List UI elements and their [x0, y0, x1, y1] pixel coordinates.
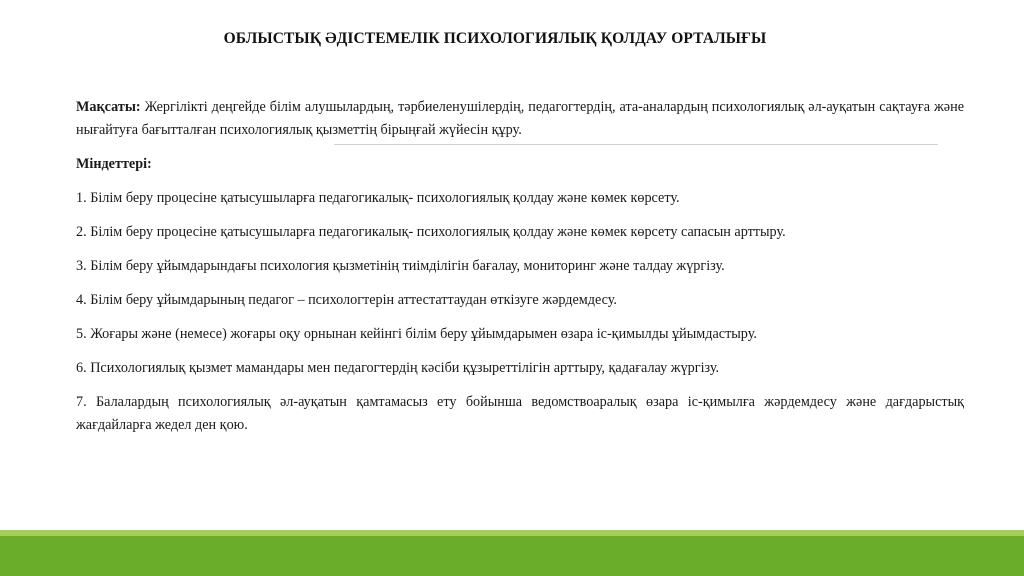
- task-item-3: 3. Білім беру ұйымдарындағы психология қызметінің тиімділігін бағалау, мониторинг және талдау жүргізу.: [76, 258, 725, 274]
- goal-paragraph: [76, 96, 964, 142]
- task-item-4: 4. Білім беру ұйымдарының педагог – психологтерін аттестаттаудан өткізуге жәрдемдесу.: [76, 292, 617, 308]
- page-title: ОБЛЫСТЫҚ ӘДІСТЕМЕЛІК ПСИХОЛОГИЯЛЫҚ ҚОЛДАУ ОРТАЛЫҒЫ: [223, 30, 767, 47]
- goal-label: Мақсаты:: [76, 99, 141, 115]
- task-item-1: 1. Білім беру процесіне қатысушыларға педагогикалық- психологиялық қолдау және көмек көрсету.: [76, 190, 680, 206]
- slide-content: [76, 96, 964, 437]
- task-item-7: 7. Балалардың психологиялық әл-ауқатын қамтамасыз ету бойынша ведомствоаралық өзара іс-қимылға жәрдемдесу және дағдарыстық жағдайларға жедел ден қою.: [76, 394, 964, 433]
- footer-bar: [0, 536, 1024, 576]
- task-item-6: 6. Психологиялық қызмет мамандары мен педагогтердің кәсіби құзыреттілігін арттыру, қадағалау жүргізу.: [76, 360, 720, 376]
- task-item-5: 5. Жоғары және (немесе) жоғары оқу орнынан кейінгі білім беру ұйымдарымен өзара іс-қимылды ұйымдастыру.: [76, 326, 757, 342]
- divider: [334, 144, 938, 145]
- task-item-2: 2. Білім беру процесіне қатысушыларға педагогикалық- психологиялық қолдау және көмек көрсету сапасын арттыру.: [76, 224, 786, 240]
- goal-text: Жергілікті деңгейде білім алушылардың, тәрбиеленушілердің, педагогтердің, ата-аналардың психологиялық әл-ауқатын сақтауға және нығайтуға бағытталған психологиялық қызметтің бірыңғай жүйесін құру.: [76, 99, 964, 138]
- tasks-heading: Міндеттері:: [76, 156, 152, 172]
